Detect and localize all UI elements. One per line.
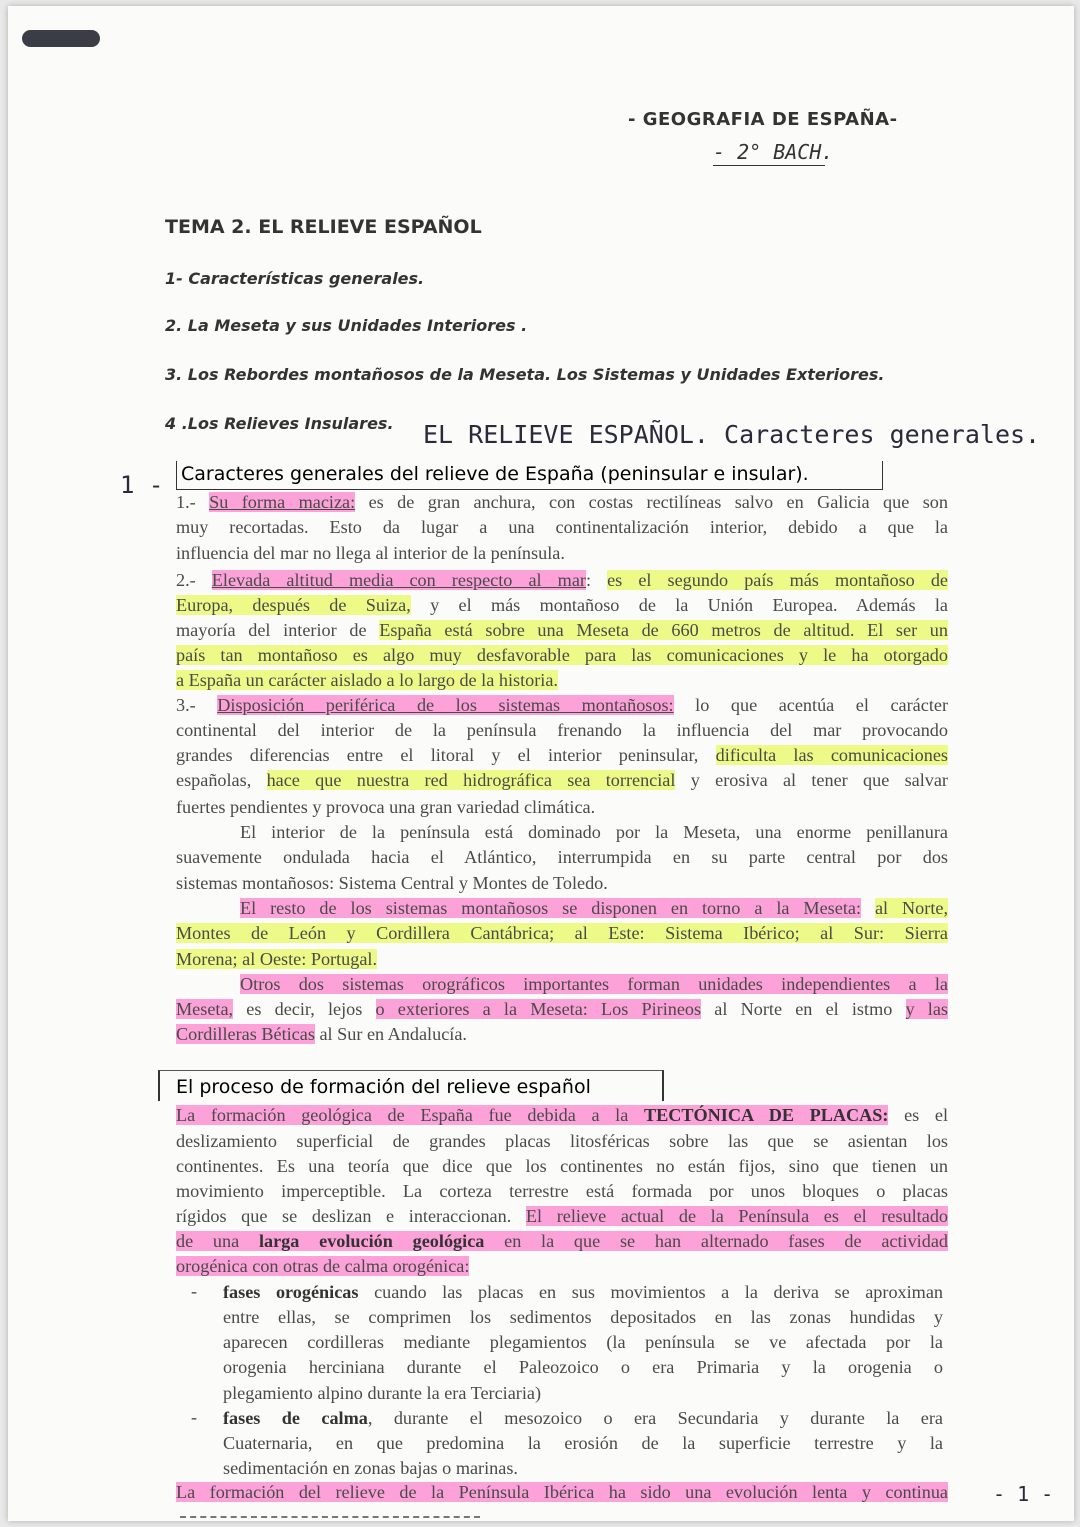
highlighted-text: y las <box>905 999 948 1019</box>
text-line <box>176 516 948 538</box>
highlighted-text: de una <box>176 1231 259 1251</box>
text-segment: españolas, <box>176 770 267 790</box>
text-segment: , durante el mesozoico o era Secundaria y durante la era <box>367 1408 943 1428</box>
section-heading-box <box>158 1070 664 1101</box>
text-line <box>176 922 948 944</box>
text-segment: suavemente ondulada hacia el Atlántico, interrumpida en su parte central por dos <box>176 847 948 867</box>
text-line <box>176 1155 948 1177</box>
highlighted-text: Montes de León y Cordillera Cantábrica; al Este: Sistema Ibérico; al Sur: Sierra <box>176 923 948 943</box>
highlighted-text: es el segundo país más montañoso de <box>607 570 949 590</box>
index-item: 3. Los Rebordes montañosos de la Meseta. Los Sistemas y Unidades Exteriores. <box>165 365 885 384</box>
text-segment: mayoría del interior de <box>176 620 380 640</box>
text-segment: sistemas montañosos: Sistema Central y Montes de Toledo. <box>176 873 608 893</box>
text-segment: y el más montañoso de la Unión Europea. Además la <box>410 595 948 615</box>
highlighted-text: La formación geológica de España fue debida a la <box>176 1105 644 1125</box>
text-line <box>176 569 948 591</box>
text-segment: y erosiva al tener que salvar <box>675 770 948 790</box>
highlighted-text: orogénica con otras de calma orogénica: <box>176 1256 470 1276</box>
text-segment: al Sur en Andalucía. <box>314 1024 467 1044</box>
page-number: - 1 - <box>993 1482 1054 1506</box>
text-line <box>240 897 948 919</box>
subject-header: - GEOGRAFIA DE ESPAÑA- <box>628 109 898 130</box>
text-line <box>223 1331 943 1353</box>
text-segment: muy recortadas. Esto da lugar a una continentalización interior, debido a que la <box>176 517 948 537</box>
bullet-dash: - <box>191 1281 197 1301</box>
index-item: 4 .Los Relieves Insulares. <box>165 414 394 433</box>
text-segment: plegamiento alpino durante la era Terciaria) <box>223 1383 542 1403</box>
text-line <box>176 619 948 641</box>
text-line <box>176 542 948 564</box>
text-segment: fases de calma <box>223 1408 368 1428</box>
text-line <box>176 1130 948 1152</box>
text-segment: fuertes pendientes y provoca una gran variedad climática. <box>176 797 596 817</box>
highlighted-text: Elevada altitud media con respecto al mar <box>211 570 586 590</box>
text-segment: El interior de la península está dominado por la Meseta, una enorme penillanura <box>240 822 948 842</box>
text-segment: orogenia herciniana durante el Paleozoico o era Primaria y la orogenia o <box>223 1357 943 1377</box>
text-segment: entre ellas, se comprimen los sedimentos depositados en las zonas hundidas y <box>223 1307 943 1327</box>
text-line <box>223 1407 943 1429</box>
text-line <box>223 1281 943 1303</box>
text-line <box>176 1481 948 1503</box>
text-line <box>176 769 948 791</box>
highlighted-text: hace que nuestra red hidrográfica sea torrencial <box>266 770 676 790</box>
highlighted-text: o exteriores a la Meseta: Los Pirineos <box>375 999 702 1019</box>
cut-off-line <box>180 1510 480 1518</box>
text-segment: 2.- <box>176 570 212 590</box>
course-label: - 2° BACH. <box>713 140 834 164</box>
topic-title: TEMA 2. EL RELIEVE ESPAÑOL <box>165 216 482 238</box>
text-segment: sedimentación en zonas bajas o marinas. <box>223 1458 518 1478</box>
highlighted-text: Meseta, <box>176 999 234 1019</box>
highlighted-text: Cordilleras Béticas <box>176 1024 315 1044</box>
highlighted-text: en la que se han alternado fases de actividad <box>484 1231 948 1251</box>
highlighted-text: dificulta las comunicaciones <box>715 745 949 765</box>
text-line <box>176 694 948 716</box>
text-line <box>176 1180 948 1202</box>
text-line <box>176 644 948 666</box>
highlighted-text: Disposición periférica de los sistemas montañosos: <box>217 695 674 715</box>
highlighted-text: Europa, después de Suiza, <box>176 595 411 615</box>
text-segment: rígidos que se deslizan e interaccionan. <box>176 1206 526 1226</box>
text-segment: es decir, lejos <box>233 999 376 1019</box>
binder-clip <box>22 30 100 47</box>
text-line <box>223 1306 943 1328</box>
highlighted-text: Su forma maciza: <box>209 492 356 512</box>
text-segment: lo que acentúa el carácter <box>673 695 949 715</box>
text-segment: aparecen cordilleras mediante plegamientos (la península se ve afectada por la <box>223 1332 943 1352</box>
bullet-dash: - <box>191 1407 197 1427</box>
section-number: 1 - <box>120 471 164 499</box>
text-segment: movimiento imperceptible. La corteza terrestre está formada por unos bloques o placas <box>176 1181 948 1201</box>
text-segment: al Norte en el istmo <box>701 999 906 1019</box>
text-line <box>176 1104 948 1126</box>
text-line <box>176 948 948 970</box>
text-line <box>176 796 948 818</box>
text-segment <box>861 898 875 918</box>
text-segment: : <box>585 570 608 590</box>
text-line <box>223 1382 943 1404</box>
text-line <box>176 872 948 894</box>
text-line <box>176 1205 948 1227</box>
scanned-page <box>8 6 1074 1521</box>
text-segment: cuando las placas en sus movimientos a la deriva se aproximan <box>358 1282 943 1302</box>
text-segment: grandes diferencias entre el litoral y el interior peninsular, <box>176 745 716 765</box>
text-line <box>176 1023 948 1045</box>
highlighted-text: El relieve actual de la Península es el resultado <box>525 1206 949 1226</box>
index-item: 2. La Meseta y sus Unidades Interiores . <box>165 316 528 335</box>
highlighted-text: España está sobre una Meseta de 660 metros de altitud. El ser un <box>379 620 948 640</box>
highlighted-text: TECTÓNICA DE PLACAS: <box>643 1105 889 1125</box>
highlighted-text: larga evolución geológica <box>258 1231 485 1251</box>
text-line <box>176 998 948 1020</box>
text-segment: continental del interior de la península frenando la influencia del mar provocando <box>176 720 948 740</box>
text-segment: es el <box>888 1105 949 1125</box>
highlighted-text: Otros dos sistemas orográficos importantes forman unidades independientes a la <box>240 974 948 994</box>
text-line <box>176 669 948 691</box>
text-line <box>176 1255 948 1277</box>
highlighted-text: La formación del relieve de la Península Ibérica ha sido una evolución lenta y continua <box>176 1482 948 1502</box>
text-line <box>176 594 948 616</box>
text-line <box>240 973 948 995</box>
handwritten-title: EL RELIEVE ESPAÑOL. Caracteres generales. <box>423 420 1041 449</box>
index-item: 1- Características generales. <box>165 269 425 288</box>
text-line <box>223 1432 943 1454</box>
text-line <box>223 1457 943 1479</box>
highlighted-text: país tan montañoso es algo muy desfavorable para las comunicaciones y le ha otorgado <box>176 645 948 665</box>
text-line <box>176 719 948 741</box>
text-line <box>240 821 948 843</box>
text-segment: influencia del mar no llega al interior de la península. <box>176 543 565 563</box>
text-segment: continentes. Es una teoría que dice que los continentes no están fijos, sino que tienen un <box>176 1156 948 1176</box>
text-segment: es de gran anchura, con costas rectilíneas salvo en Galicia que son <box>355 492 948 512</box>
section-heading: El proceso de formación del relieve español <box>176 1076 591 1098</box>
text-line <box>176 1230 948 1252</box>
section-heading-box <box>176 461 883 490</box>
text-line <box>176 744 948 766</box>
text-line <box>223 1356 943 1378</box>
highlighted-text: a España un carácter aislado a lo largo de la historia. <box>176 670 558 690</box>
text-segment: Cuaternaria, en que predomina la erosión de la superficie terrestre y la <box>223 1433 943 1453</box>
text-line <box>176 846 948 868</box>
highlighted-text: al Norte, <box>874 898 948 918</box>
text-line <box>176 491 948 513</box>
text-segment: fases orogénicas <box>223 1282 359 1302</box>
text-segment: deslizamiento superficial de grandes placas litosféricas sobre las que se asientan los <box>176 1131 948 1151</box>
text-segment: 3.- <box>176 695 218 715</box>
section-heading: Caracteres generales del relieve de España (peninsular e insular). <box>181 463 809 485</box>
highlighted-text: Morena; al Oeste: Portugal. <box>176 949 378 969</box>
text-segment: 1.- <box>176 492 210 512</box>
highlighted-text: El resto de los sistemas montañosos se disponen en torno a la Meseta: <box>240 898 861 918</box>
